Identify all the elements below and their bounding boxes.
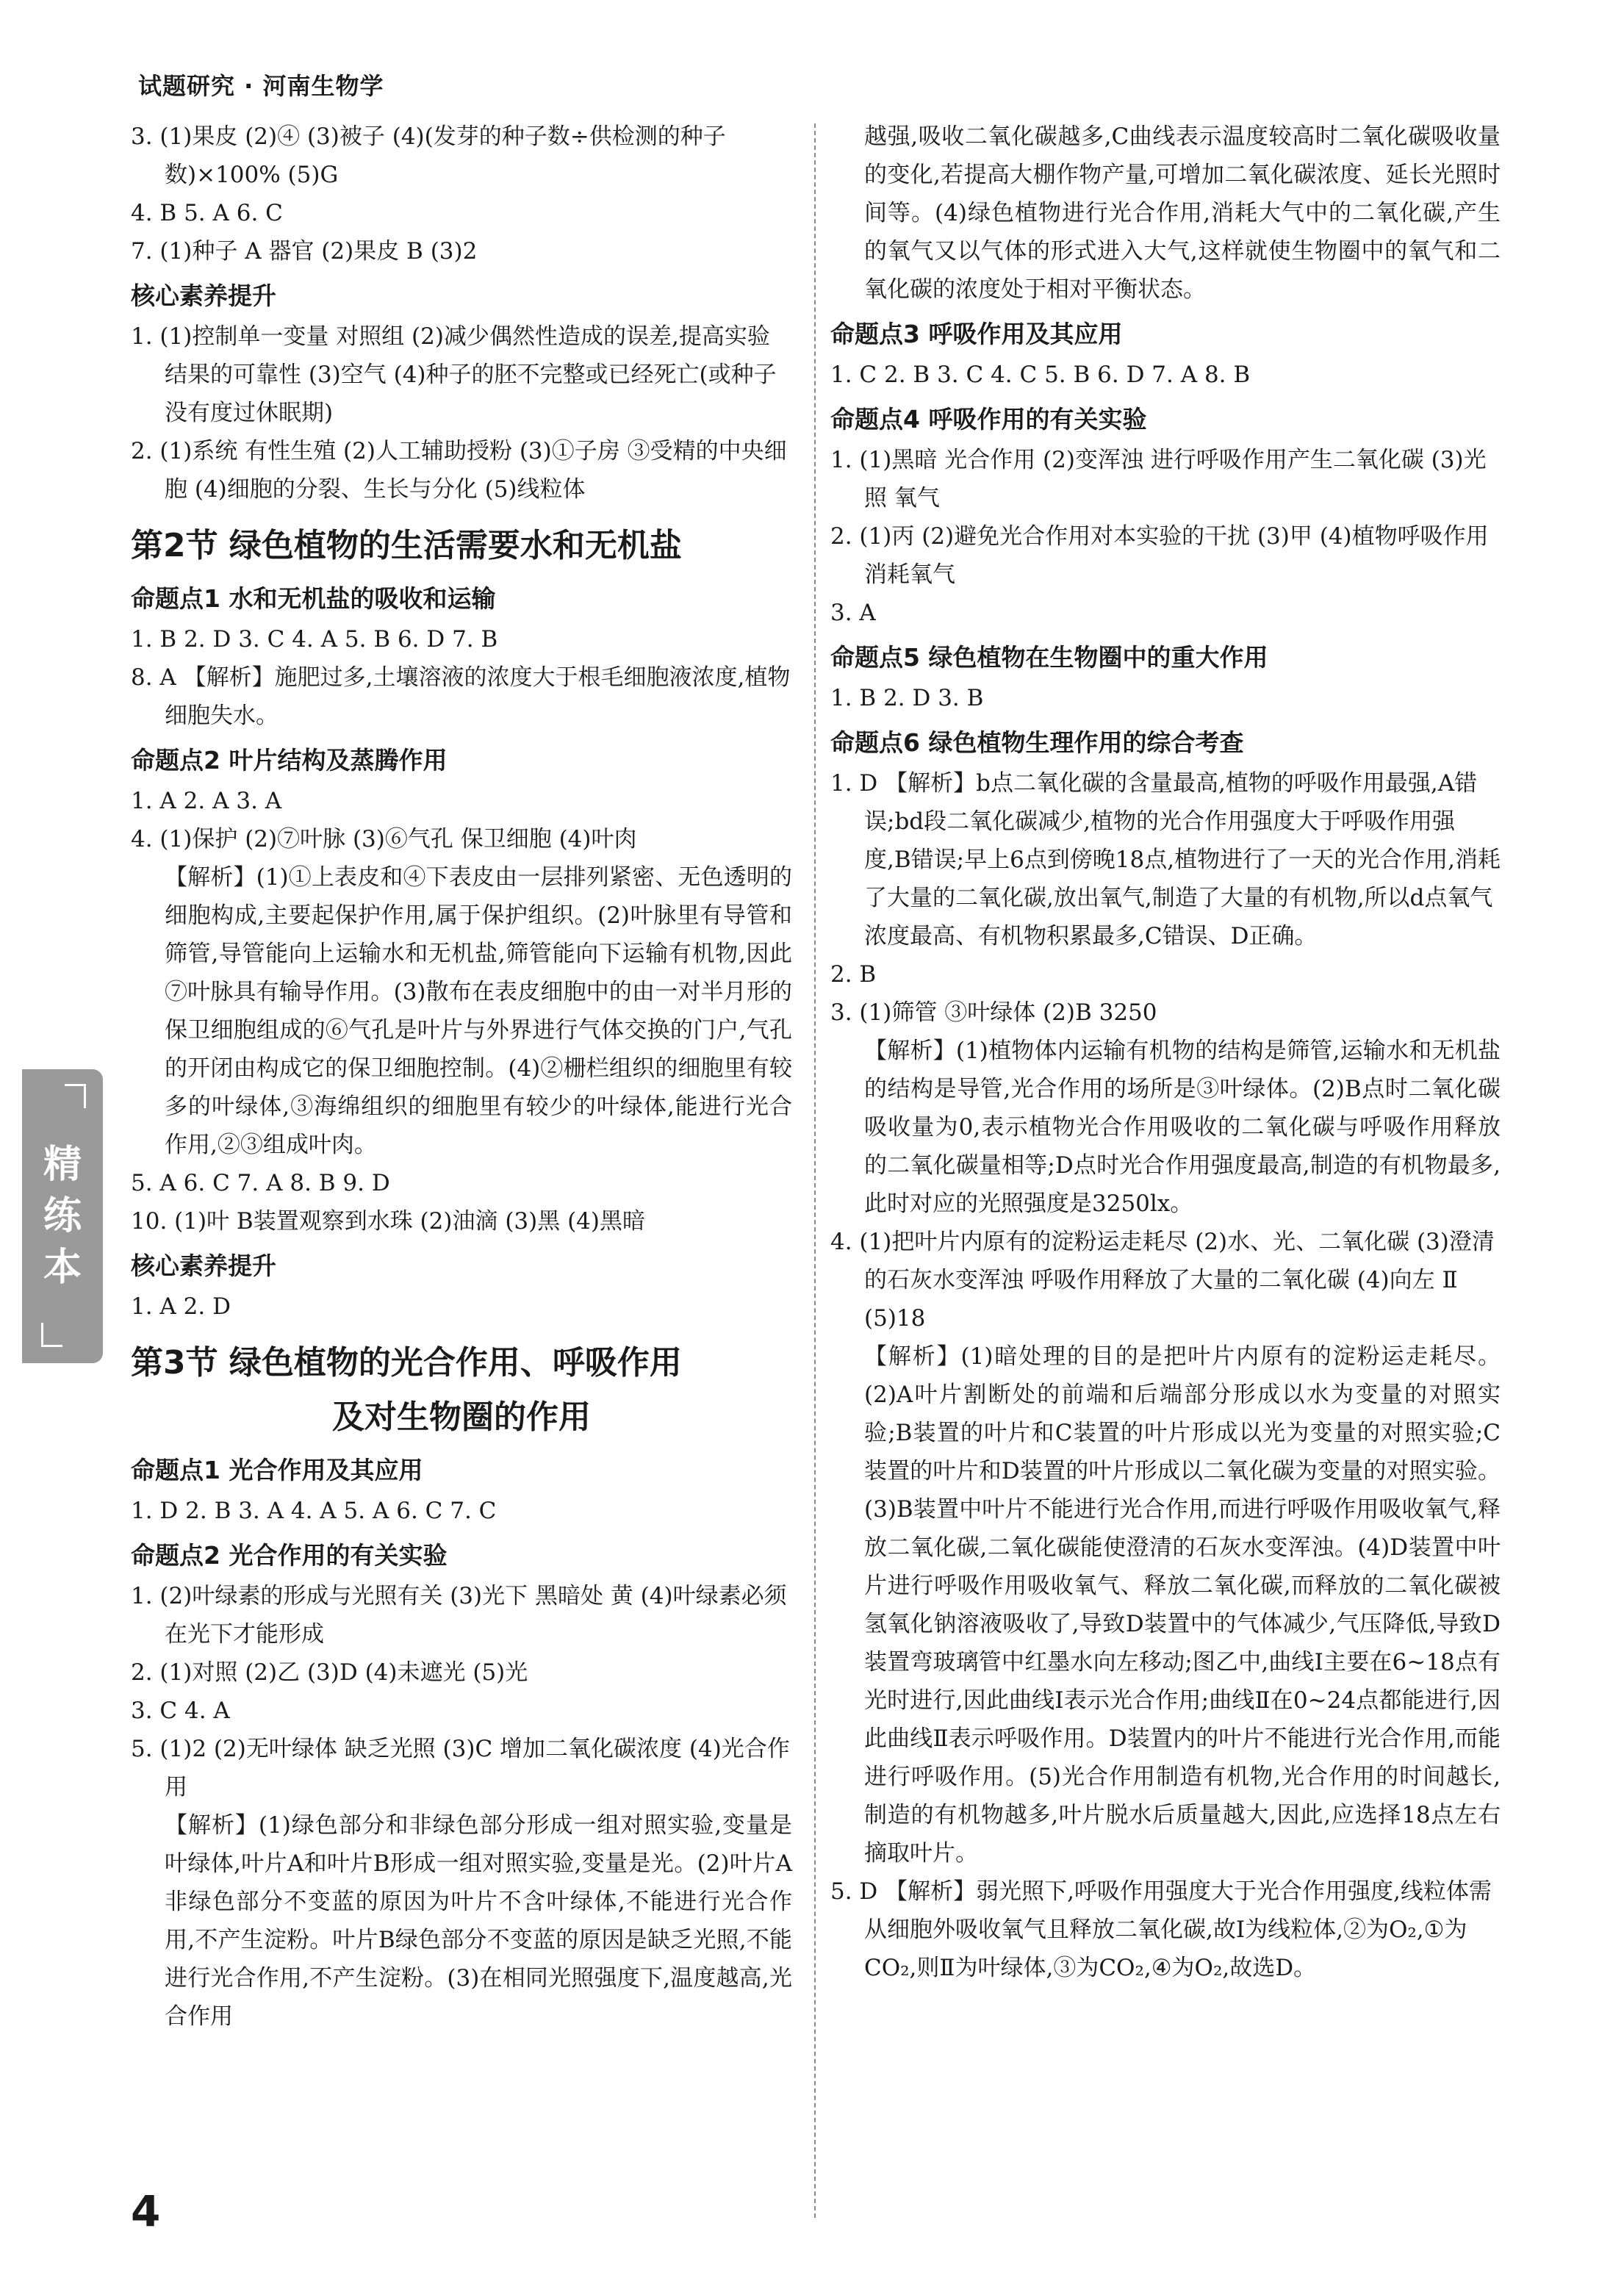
topic-heading: 核心素养提升	[131, 281, 276, 310]
answer-item: 3. (1)果皮 (2)④ (3)被子 (4)(发芽的种子数÷供检测的种子数)×100% (5)G	[131, 123, 726, 188]
answer-item: 7. (1)种子 A 器官 (2)果皮 B (3)2	[131, 238, 478, 265]
answer-item: 1. D 2. B 3. A 4. A 5. A 6. C 7. C	[131, 1498, 497, 1524]
answer-item: 3. C 4. A	[131, 1698, 230, 1724]
answer-item: 1. A 2. D	[131, 1293, 231, 1320]
topic-heading: 命题点1 水和无机盐的吸收和运输	[131, 584, 496, 613]
section-title: 第2节 绿色植物的生活需要水和无机盐	[131, 527, 682, 564]
analysis-text: 【解析】(1)绿色部分和非绿色部分形成一组对照实验,变量是叶绿体,叶片A和叶片B形成一组对照实验,变量是光。(2)叶片A非绿色部分不变蓝的原因为叶片不含叶绿体,不能进行光合作用,不产生淀粉。叶片B绿色部分不变蓝的原因是缺乏光照,不能进行光合作用,不产生淀粉。(3)在相同光照强度下,温度越高,光合作用	[165, 1812, 792, 2030]
topic-heading: 命题点2 光合作用的有关实验	[131, 1541, 448, 1570]
topic-heading: 命题点3 呼吸作用及其应用	[830, 320, 1123, 348]
answer-item: 1. D 【解析】b点二氧化碳的含量最高,植物的呼吸作用最强,A错误;bd段二氧化碳减少,植物的光合作用强度大于呼吸作用强度,B错误;早上6点到傍晚18点,植物进行了一天的光合作用,消耗了大量的二氧化碳,放出氧气,制造了大量的有机物,所以d点氧气浓度最高、有机物积累最多,C错误、D正确。	[830, 770, 1501, 949]
page-header: 试题研究 · 河南生物学	[138, 72, 384, 100]
bracket-bottom-icon	[41, 1323, 62, 1347]
answer-item: 10. (1)叶 B装置观察到水珠 (2)油滴 (3)黑 (4)黑暗	[131, 1208, 645, 1235]
topic-heading: 核心素养提升	[131, 1251, 276, 1280]
answer-item: 5. A 6. C 7. A 8. B 9. D	[131, 1170, 390, 1196]
bracket-top-icon	[65, 1084, 86, 1108]
answer-item: 3. A	[830, 600, 876, 626]
answer-item: 2. (1)对照 (2)乙 (3)D (4)未遮光 (5)光	[131, 1659, 528, 1686]
answer-item: 1. (2)叶绿素的形成与光照有关 (3)光下 黑暗处 黄 (4)叶绿素必须在光下才能形成	[131, 1583, 787, 1648]
answer-item: 4. (1)保护 (2)⑦叶脉 (3)⑥气孔 保卫细胞 (4)叶肉	[131, 826, 637, 852]
topic-heading: 命题点4 呼吸作用的有关实验	[830, 405, 1147, 434]
answer-item: 4. B 5. A 6. C	[131, 200, 283, 226]
section-title: 第3节 绿色植物的光合作用、呼吸作用	[131, 1344, 682, 1382]
answer-item: 1. B 2. D 3. B	[830, 685, 984, 711]
answer-item: 1. (1)控制单一变量 对照组 (2)减少偶然性造成的误差,提高实验结果的可靠性 (3)空气 (4)种子的胚不完整或已经死亡(或种子没有度过休眠期)	[131, 323, 777, 426]
answer-item: 4. (1)把叶片内原有的淀粉运走耗尽 (2)水、光、二氧化碳 (3)澄清的石灰水变浑浊 呼吸作用释放了大量的二氧化碳 (4)向左 Ⅱ (5)18	[830, 1229, 1495, 1332]
topic-heading: 命题点1 光合作用及其应用	[131, 1456, 423, 1484]
topic-heading: 命题点2 叶片结构及蒸腾作用	[131, 746, 448, 775]
answer-item: 2. (1)丙 (2)避免光合作用对本实验的干扰 (3)甲 (4)植物呼吸作用消耗氧气	[830, 523, 1489, 588]
analysis-text: 【解析】(1)①上表皮和④下表皮由一层排列紧密、无色透明的细胞构成,主要起保护作用,属于保护组织。(2)叶脉里有导管和筛管,导管能向上运输水和无机盐,筛管能向下运输有机物,因此⑦叶脉具有输导作用。(3)散布在表皮细胞中的由一对半月形的保卫细胞组成的⑥气孔是叶片与外界进行气体交换的门户,气孔的开闭由构成它的保卫细胞控制。(4)②栅栏组织的细胞里有较多的叶绿体,③海绵组织的细胞里有较少的叶绿体,能进行光合作用,②③组成叶肉。	[165, 864, 792, 1158]
answer-item: 2. B	[830, 961, 877, 988]
topic-heading: 命题点6 绿色植物生理作用的综合考查	[830, 728, 1244, 757]
left-column	[131, 118, 792, 2036]
section-title-line2: 及对生物圈的作用	[332, 1398, 591, 1436]
side-tab-label: 精 练 本	[43, 1143, 82, 1290]
answer-item: 1. (1)黑暗 光合作用 (2)变浑浊 进行呼吸作用产生二氧化碳 (3)光照 氧气	[830, 447, 1487, 511]
answer-item: 1. A 2. A 3. A	[131, 788, 282, 814]
analysis-text: 【解析】(1)植物体内运输有机物的结构是筛管,运输水和无机盐的结构是导管,光合作用的场所是③叶绿体。(2)B点时二氧化碳吸收量为0,表示植物光合作用吸收的二氧化碳与呼吸作用释放的二氧化碳量相等;D点时光合作用强度最高,制造的有机物最多,此时对应的光照强度是3250lx。	[864, 1038, 1501, 1217]
answer-item: 5. D 【解析】弱光照下,呼吸作用强度大于光合作用强度,线粒体需从细胞外吸收氧气且释放二氧化碳,故Ⅰ为线粒体,②为O₂,①为CO₂,则Ⅱ为叶绿体,③为CO₂,④为O₂,故选D。	[830, 1878, 1492, 1981]
answer-item: 1. C 2. B 3. C 4. C 5. B 6. D 7. A 8. B	[830, 362, 1251, 388]
column-divider	[814, 123, 816, 2218]
answer-item: 2. (1)系统 有性生殖 (2)人工辅助授粉 (3)①子房 ③受精的中央细胞 (4)细胞的分裂、生长与分化 (5)线粒体	[131, 438, 787, 503]
answer-item: 5. (1)2 (2)无叶绿体 缺乏光照 (3)C 增加二氧化碳浓度 (4)光合作用	[131, 1736, 790, 1800]
topic-heading: 命题点5 绿色植物在生物圈中的重大作用	[830, 643, 1268, 672]
answer-item: 8. A 【解析】施肥过多,土壤溶液的浓度大于根毛细胞液浓度,植物细胞失水。	[131, 664, 791, 729]
analysis-text: 越强,吸收二氧化碳越多,C曲线表示温度较高时二氧化碳吸收量的变化,若提高大棚作物产量,可增加二氧化碳浓度、延长光照时间等。(4)绿色植物进行光合作用,消耗大气中的二氧化碳,产生的氧气又以气体的形式进入大气,这样就使生物圈中的氧气和二氧化碳的浓度处于相对平衡状态。	[864, 123, 1501, 303]
page-number: 4	[131, 2186, 161, 2236]
right-column	[830, 118, 1501, 1987]
analysis-text: 【解析】(1)暗处理的目的是把叶片内原有的淀粉运走耗尽。(2)A叶片割断处的前端和后端部分形成以水为变量的对照实验;B装置的叶片和C装置的叶片形成以光为变量的对照实验;C装置的叶片和D装置的叶片形成以二氧化碳为变量的对照实验。(3)B装置中叶片不能进行光合作用,而进行呼吸作用吸收氧气,释放二氧化碳,二氧化碳能使澄清的石灰水变浑浊。(4)D装置中叶片进行呼吸作用吸收氧气、释放二氧化碳,而释放的二氧化碳被氢氧化钠溶液吸收了,导致D装置中的气体减少,气压降低,导致D装置弯玻璃管中红墨水向左移动;图乙中,曲线Ⅰ主要在6~18点有光时进行,因此曲线Ⅰ表示光合作用;曲线Ⅱ在0~24点都能进行,因此曲线Ⅱ表示呼吸作用。D装置内的叶片不能进行光合作用,而能进行呼吸作用。(5)光合作用制造有机物,光合作用的时间越长,制造的有机物越多,叶片脱水后质量越大,因此,应选择18点左右摘取叶片。	[864, 1343, 1501, 1867]
side-tab	[22, 1069, 103, 1363]
answer-item: 1. B 2. D 3. C 4. A 5. B 6. D 7. B	[131, 626, 498, 653]
answer-item: 3. (1)筛管 ③叶绿体 (2)B 3250	[830, 999, 1157, 1026]
